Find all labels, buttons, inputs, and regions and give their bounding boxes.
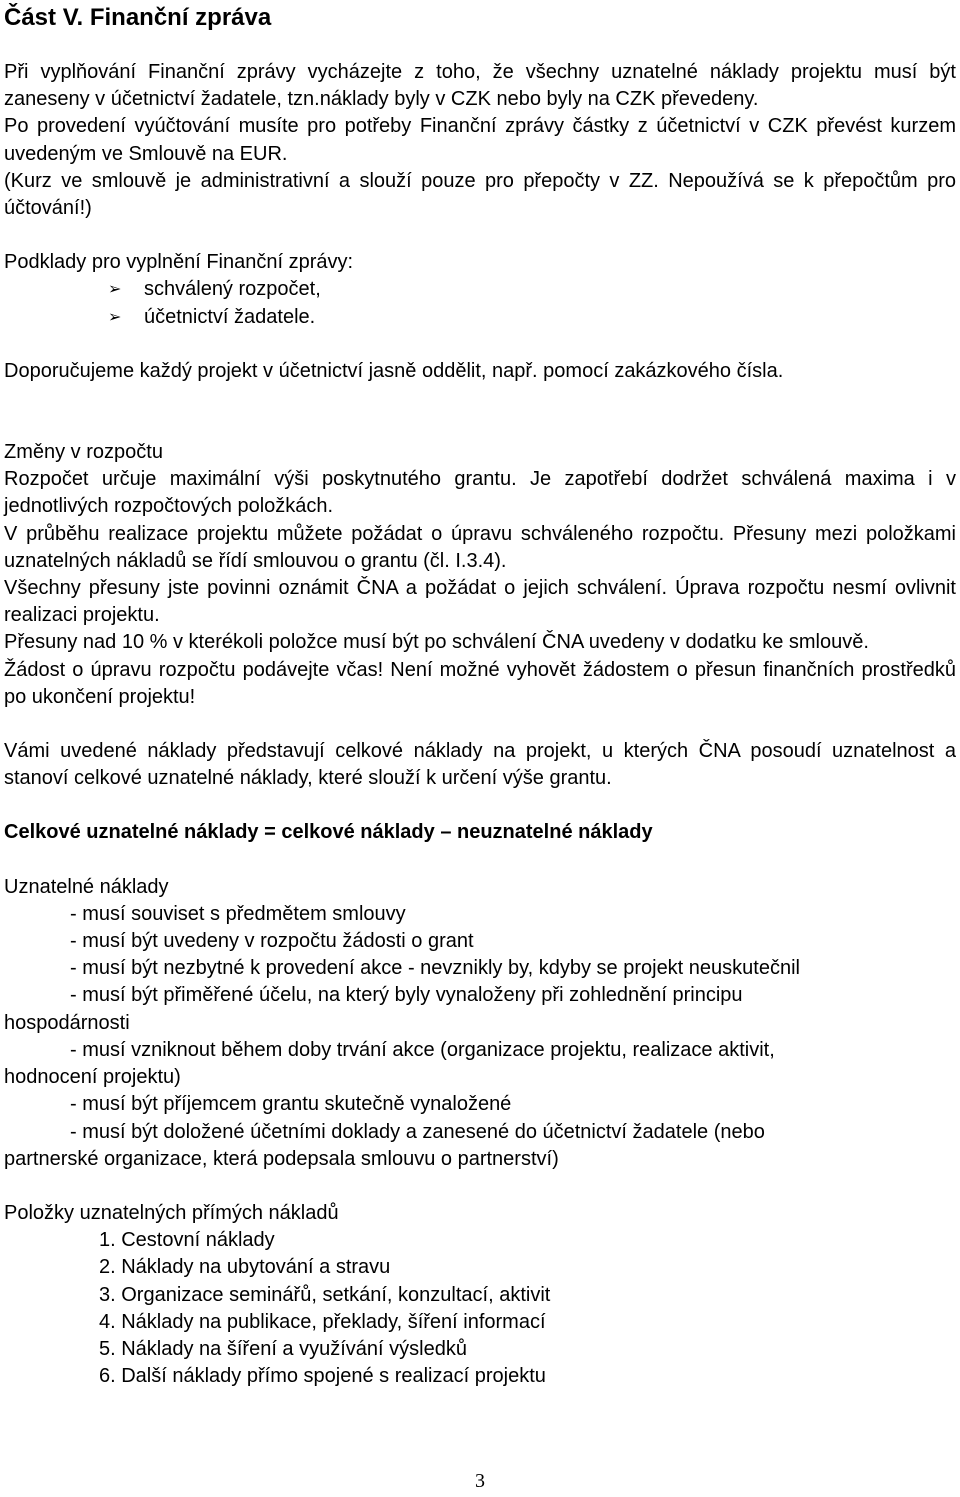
- intro-paragraph-3: (Kurz ve smlouvě je administrativní a slouží pouze pro přepočty v ZZ. Nepoužívá se k přepočtům pro účtování!): [4, 169, 956, 220]
- intro-paragraph-1: Při vyplňování Finanční zprávy vycházejte z toho, že všechny uznatelné náklady projektu musí být zaneseny v účetnictví žadatele, tzn.náklady byly v CZK nebo byly na CZK převedeny.: [4, 61, 956, 111]
- list-item: - musí být uvedeny v rozpočtu žádosti o grant: [70, 930, 474, 953]
- list-item: ➢ účetnictví žadatele.: [108, 304, 956, 331]
- doporuceni-paragraph: Doporučujeme každý projekt v účetnictví jasně oddělit, např. pomocí zakázkového čísla.: [4, 359, 784, 382]
- prime-title: Položky uznatelných přímých nákladů: [4, 1201, 339, 1224]
- arrow-bullet-icon: ➢: [108, 308, 122, 326]
- zmeny-paragraph-5: Žádost o úpravu rozpočtu podávejte včas! Není možné vyhovět žádostem o přesun finančních prostředků po ukončení projektu!: [4, 658, 956, 708]
- zmeny-paragraph-3: Všechny přesuny jste povinni oznámit ČNA a požádat o jejich schválení. Úprava rozpočtu nesmí ovlivnit realizaci projektu.: [4, 577, 956, 627]
- list-item: 5. Náklady na šíření a využívání výsledků: [99, 1337, 467, 1360]
- zmeny-paragraph-1: Rozpočet určuje maximální výši poskytnutého grantu. Je zapotřebí dodržet schválená maxima i v jednotlivých rozpočtových položkách.: [4, 468, 956, 518]
- list-item-continuation: hodnocení projektu): [4, 1066, 181, 1089]
- zmeny-paragraph-2: V průběhu realizace projektu můžete požádat o úpravu schváleného rozpočtu. Přesuny mezi položkami uznatelných nákladů se řídí smlouvou o grantu (čl. I.3.4).: [4, 522, 956, 572]
- list-item: 3. Organizace seminářů, setkání, konzultací, aktivit: [99, 1283, 551, 1306]
- document-page: [4, 0, 956, 1390]
- intro-paragraph-2: Po provedení vyúčtování musíte pro potřeby Finanční zprávy částky z účetnictví v CZK převést kurzem uvedeným ve Smlouvě na EUR.: [4, 115, 956, 165]
- podklady-list: [4, 276, 956, 330]
- arrow-bullet-icon: ➢: [108, 281, 122, 299]
- podklady-title: Podklady pro vyplnění Finanční zprávy:: [4, 251, 354, 274]
- list-item: - musí být přiměřené účelu, na který byly vynaloženy při zohlednění principu: [70, 984, 743, 1007]
- list-item: - musí souviset s předmětem smlouvy: [70, 902, 406, 925]
- list-item: ➢ schválený rozpočet,: [108, 276, 956, 303]
- zmeny-paragraph-4: Přesuny nad 10 % v kterékoli položce musí být po schválení ČNA uvedeny v dodatku ke smlouvě.: [4, 631, 869, 654]
- page-number: 3: [475, 1470, 485, 1492]
- list-item-continuation: partnerské organizace, která podepsala smlouvu o partnerství): [4, 1147, 559, 1170]
- list-item: - musí být příjemcem grantu skutečně vynaložené: [70, 1093, 512, 1116]
- zmeny-title: Změny v rozpočtu: [4, 441, 163, 464]
- list-item: 6. Další náklady přímo spojené s realizací projektu: [99, 1365, 546, 1388]
- list-item: - musí vzniknout během doby trvání akce (organizace projektu, realizace aktivit,: [70, 1038, 775, 1061]
- naklady-intro-paragraph: Vámi uvedené náklady představují celkové náklady na projekt, u kterých ČNA posoudí uznatelnost a stanoví celkové uznatelné náklady, které slouží k určení výše grantu.: [4, 740, 956, 790]
- section-heading: Část V. Finanční zpráva: [4, 4, 272, 31]
- uznatelne-title: Uznatelné náklady: [4, 875, 169, 898]
- cost-formula: Celkové uznatelné náklady = celkové náklady – neuznatelné náklady: [4, 821, 653, 844]
- list-item: - musí být nezbytné k provedení akce - nevznikly by, kdyby se projekt neuskutečnil: [70, 957, 800, 980]
- list-item: - musí být doložené účetními doklady a zanesené do účetnictví žadatele (nebo: [70, 1120, 765, 1143]
- list-item-continuation: hospodárnosti: [4, 1011, 130, 1034]
- list-item: 4. Náklady na publikace, překlady, šíření informací: [99, 1310, 546, 1333]
- prime-list: [4, 1227, 956, 1390]
- list-item: 1. Cestovní náklady: [99, 1229, 275, 1252]
- list-item: 2. Náklady na ubytování a stravu: [99, 1256, 391, 1279]
